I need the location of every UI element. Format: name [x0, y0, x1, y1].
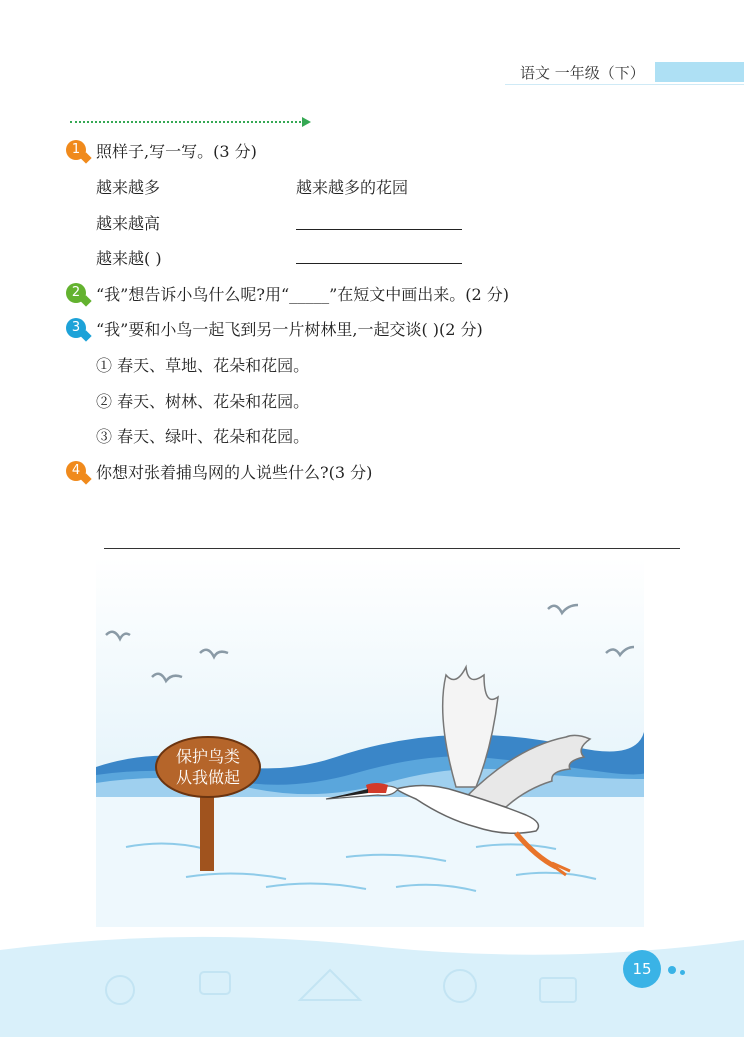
q1-row1-right: 越来越多的花园: [296, 178, 409, 197]
question-4-badge: 4: [66, 461, 86, 481]
question-1-text: 照样子,写一写。(3 分): [96, 142, 257, 161]
arrow-head-icon: [302, 117, 311, 127]
page-number: 15: [623, 950, 661, 988]
page-dot-icon-small: [680, 970, 685, 975]
q3-option-1[interactable]: ① 春天、草地、花朵和花园。: [96, 356, 310, 375]
signpost-board: [156, 737, 260, 797]
header-color-bar: [655, 62, 744, 82]
header-underline: [505, 84, 744, 85]
question-1-badge: 1: [66, 140, 86, 160]
q1-row3-answer-line[interactable]: [296, 263, 462, 264]
q3-option-2[interactable]: ② 春天、树林、花朵和花园。: [96, 392, 310, 411]
header-subject-grade: 语文 一年级（下）: [520, 64, 645, 82]
q1-row1-left: 越来越多: [96, 178, 161, 197]
question-4-text: 你想对张着捕鸟网的人说些什么?(3 分): [96, 463, 373, 482]
question-3-badge: 3: [66, 318, 86, 338]
question-2-badge: 2: [66, 283, 86, 303]
question-3-text: “我”要和小鸟一起飞到另一片树林里,一起交谈( )(2 分): [96, 320, 483, 339]
q1-row2-left: 越来越高: [96, 214, 161, 233]
q3-option-3[interactable]: ③ 春天、绿叶、花朵和花园。: [96, 427, 310, 446]
sign-text-line2: 从我做起: [175, 768, 241, 787]
q1-row3-left: 越来越( ): [96, 249, 162, 268]
crane-illustration: [96, 557, 644, 927]
q1-row2-answer-line[interactable]: [296, 229, 462, 230]
section-dotted-arrow: [70, 121, 305, 123]
water: [96, 797, 644, 927]
question-2-text: “我”想告诉小鸟什么呢?用“_____”在短文中画出来。(2 分): [96, 285, 510, 304]
page-dot-icon: [668, 966, 676, 974]
sign-text-line1: 保护鸟类: [175, 747, 241, 766]
q4-answer-line[interactable]: [104, 548, 680, 549]
